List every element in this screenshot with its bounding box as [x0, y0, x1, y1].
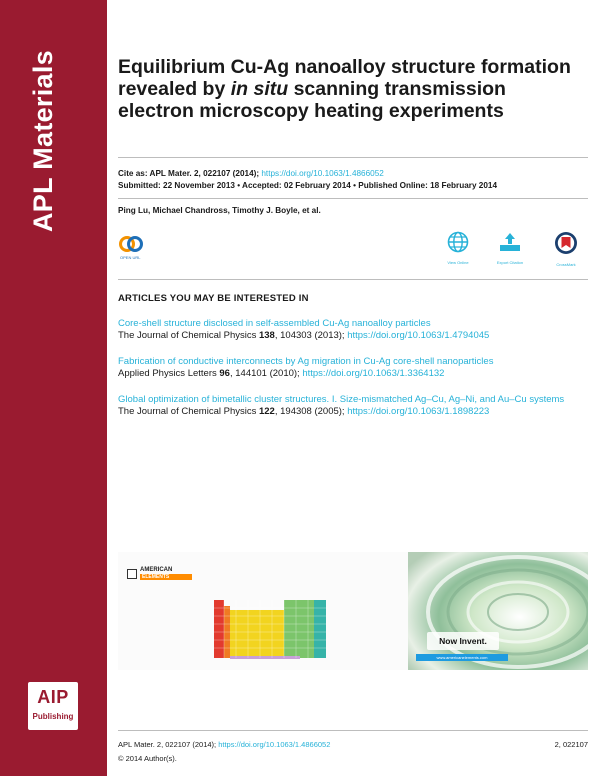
copyright: © 2014 Author(s).	[118, 754, 177, 763]
view-online-button[interactable]	[438, 231, 478, 265]
logo-square-icon	[127, 569, 137, 579]
footer-doi-link[interactable]: https://doi.org/10.1063/1.4866052	[218, 740, 331, 749]
journal-sidebar	[0, 0, 107, 776]
related-article-doi[interactable]: https://doi.org/10.1063/1.1898223	[347, 406, 490, 417]
related-article-title[interactable]: Fabrication of conductive interconnects by Ag migration in Cu-Ag core-shell nanoparticles	[118, 356, 494, 367]
citation-line: Cite as: APL Mater. 2, 022107 (2014); https://doi.org/10.1063/1.4866052	[118, 169, 384, 178]
advertisement-banner[interactable]	[118, 552, 588, 670]
related-article-doi[interactable]: https://doi.org/10.1063/1.4794045	[347, 330, 490, 341]
related-article-title[interactable]: Global optimization of bimetallic cluster structures. I. Size-mismatched Ag–Cu, Ag–Ni, and Au–Cu systems	[118, 394, 565, 405]
divider	[118, 279, 588, 280]
crossmark-button[interactable]	[546, 231, 586, 267]
crossmark-icon	[554, 242, 578, 259]
divider	[118, 198, 588, 199]
author-list[interactable]: Ping Lu, Michael Chandross, Timothy J. Boyle, et al.	[118, 206, 321, 215]
doi-link[interactable]: https://doi.org/10.1063/1.4866052	[261, 169, 384, 178]
title-italic: in situ	[230, 78, 289, 100]
journal-name: APL Materials	[28, 50, 58, 232]
footer-page-number: 2, 022107	[554, 740, 588, 749]
brand-line-2: ELEMENTS	[140, 574, 192, 580]
related-article: Global optimization of bimetallic cluster structures. I. Size-mismatched Ag–Cu, Ag–Ni, and Au–Cu systems The Journal of Chemical Physics 122, 194308 (2005); https://doi.org/10.1063/1.1898223	[118, 394, 588, 418]
divider	[118, 730, 588, 731]
openurl-icon[interactable]	[118, 235, 152, 261]
aip-logo-text: AIP	[37, 687, 69, 707]
related-article-title[interactable]: Core-shell structure disclosed in self-assembled Cu-Ag nanoalloy particles	[118, 318, 431, 329]
aip-logo-subtitle: Publishing	[32, 712, 74, 721]
ad-tagline: Now Invent.	[427, 632, 499, 650]
american-elements-logo	[127, 567, 207, 595]
globe-icon	[447, 240, 469, 257]
view-online-label: View Online	[447, 260, 469, 265]
article-title: Equilibrium Cu-Ag nanoalloy structure formation revealed by in situ scanning transmission electron microscopy heating experiments	[118, 56, 571, 122]
export-citation-button[interactable]	[490, 231, 530, 265]
brand-line-1: AMERICAN	[140, 567, 173, 573]
related-article: Core-shell structure disclosed in self-assembled Cu-Ag nanoalloy particles The Journal of Chemical Physics 138, 104303 (2013); https://doi.org/10.1063/1.4794045	[118, 318, 588, 342]
openurl-label: OPEN URL	[120, 255, 141, 260]
ad-url[interactable]: www.americanelements.com	[416, 654, 508, 661]
aip-publishing-logo[interactable]	[28, 682, 78, 730]
related-article: Fabrication of conductive interconnects by Ag migration in Cu-Ag core-shell nanoparticles Applied Physics Letters 96, 144101 (2010); https://doi.org/10.1063/1.3364132	[118, 356, 588, 380]
publication-dates: Submitted: 22 November 2013 • Accepted: 02 February 2014 • Published Online: 18 February 2014	[118, 181, 498, 190]
export-icon	[498, 240, 522, 257]
export-citation-label: Export Citation	[496, 260, 524, 265]
footer-citation: APL Mater. 2, 022107 (2014); https://doi.org/10.1063/1.4866052	[118, 740, 331, 749]
related-article-doi[interactable]: https://doi.org/10.1063/1.3364132	[302, 368, 445, 379]
divider	[118, 157, 588, 158]
related-articles-heading: ARTICLES YOU MAY BE INTERESTED IN	[118, 293, 309, 304]
crossmark-label: CrossMark	[556, 262, 576, 267]
